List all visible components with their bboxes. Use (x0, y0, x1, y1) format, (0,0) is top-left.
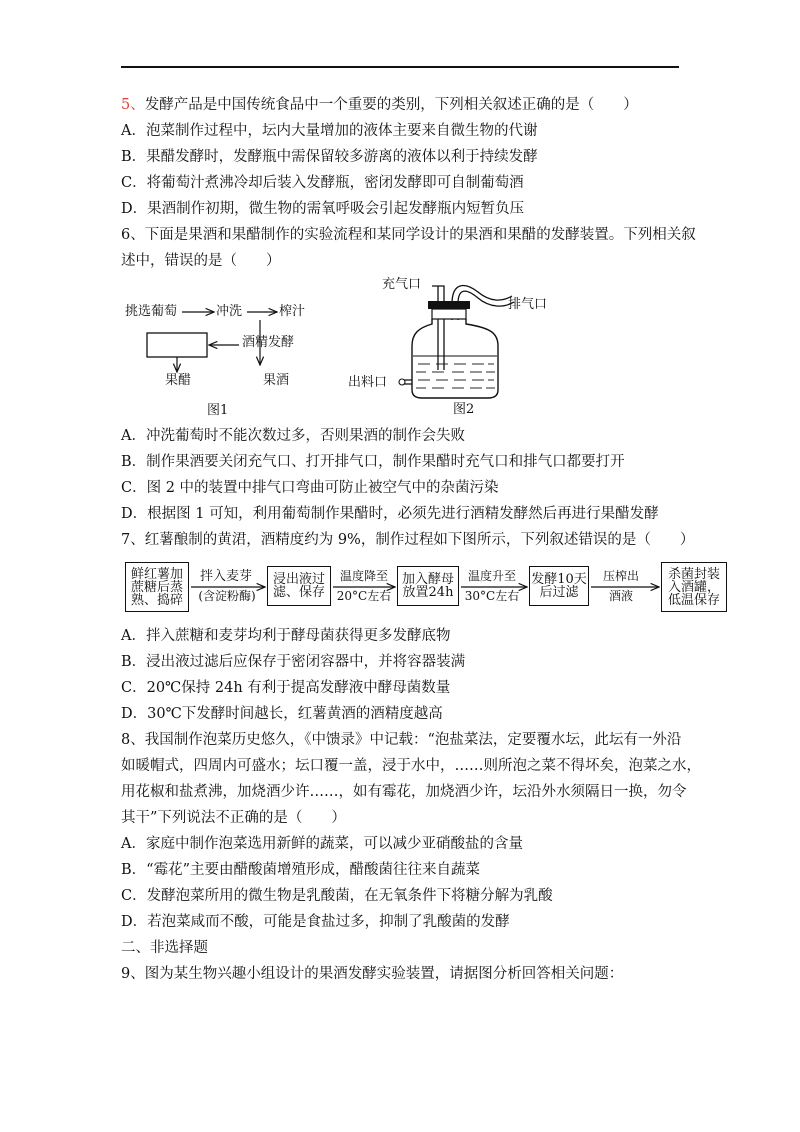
q8-stem-line1: 8、我国制作泡菜历史悠久，《中馈录》中记载：“泡盐菜法，定要覆水坛，此坛有一外沿 (121, 732, 682, 748)
fig1-output-vinegar: 果醋 (165, 373, 192, 388)
fig2-discharge-label: 出料口 (348, 375, 388, 390)
fig1-step-juice: 榨汁 (279, 304, 306, 319)
q6-option-c: C．图 2 中的装置中排气口弯曲可防止被空气中的杂菌污染 (121, 480, 499, 496)
q7-option-d: D．30℃下发酵时间越长，红薯黄酒的酒精度越高 (121, 706, 443, 722)
q8-option-d: D．若泡菜咸而不酸，可能是食盐过多，抑制了乳酸菌的发酵 (121, 914, 510, 930)
q8-stem-line2: 如暖帽式，四周内可盛水；坛口覆一盖，浸于水中，……则所泡之菜不得坏矣，泡菜之水， (121, 758, 701, 774)
fig2-outlet-label: 排气口 (508, 297, 548, 312)
q8-option-a: A．家庭中制作泡菜选用新鲜的蔬菜，可以减少亚硝酸盐的含量 (121, 836, 523, 852)
flow-box-steam-sweet-potato: 鲜红薯加蔗糖后蒸熟、捣碎 (125, 562, 189, 612)
q6-option-b: B．制作果酒要关闭充气口、打开排气口，制作果醋时充气口和排气口都要打开 (121, 454, 625, 470)
flow-arrow2-top: 温度降至 (339, 569, 388, 583)
flow-box-filter: 浸出液过滤、保存 (267, 566, 331, 606)
flow-box-store: 杀菌封装入酒罐，低温保存 (661, 562, 727, 612)
q7-flowchart (121, 560, 731, 616)
flow-arrow2-bottom: 20°C左右 (336, 589, 392, 603)
q7-option-c: C．20℃保持 24h 有利于提高发酵液中酵母菌数量 (121, 680, 451, 696)
flow-arrow3-top: 温度升至 (467, 569, 516, 583)
q6-figure1 (121, 290, 331, 420)
q8-stem-line3: 用花椒和盐煮沸，加烧酒少许……，如有霉花，加烧酒少许，坛沿外水须隔日一换，勿令 (121, 784, 687, 800)
q5-stem: 5、发酵产品是中国传统食品中一个重要的类别，下列相关叙述正确的是（ ） (121, 97, 638, 113)
fig2-apparatus (340, 272, 590, 422)
q7-stem: 7、红薯酿制的黄涒，酒精度约为 9%，制作过程如下图所示，下列叙述错误的是（ ） (121, 532, 695, 548)
q7-option-a: A．拌入蔗糖和麦芽均利于酵母菌获得更多发酵底物 (121, 628, 451, 644)
q8-option-b: B．“霉花”主要由醋酸菌增殖形成，醋酸菌往往来自蔬菜 (121, 862, 480, 878)
fig1-step-select-grapes: 挑选葡萄 (125, 304, 178, 319)
fig2-inlet-label: 充气口 (382, 277, 422, 292)
fig1-step-alcohol-fermentation: 酒精发酵 (242, 335, 295, 350)
q9-stem: 9、图为某生物兴趣小组设计的果酒发酵实验装置，请据图分析回答相关问题： (121, 966, 624, 982)
flow-arrow4-bottom: 酒液 (608, 589, 633, 603)
flow-box-ferment: 发酵10天后过滤 (529, 566, 589, 606)
q5-option-a: A．泡菜制作过程中，坛内大量增加的液体主要来自微生物的代谢 (121, 123, 538, 139)
q7-option-b: B．浸出液过滤后应保存于密闭容器中，并将容器装满 (121, 654, 466, 670)
q6-figure2 (340, 272, 590, 422)
q6-stem-line1: 6、下面是果酒和果醋制作的实验流程和某同学设计的果酒和果醋的发酵装置。下列相关叙 (121, 227, 696, 243)
section-non-choice-title: 二、非选择题 (121, 940, 208, 956)
fig1-output-wine: 果酒 (263, 373, 290, 388)
fig2-caption: 图2 (453, 402, 475, 417)
q5-option-b: B．果醋发酵时，发酵瓶中需保留较多游离的液体以利于持续发酵 (121, 149, 538, 165)
fig1-arrows (121, 290, 331, 420)
flow-arrow1-top: 拌入麦芽 (199, 569, 252, 584)
header-rule (121, 66, 679, 68)
flow-arrow3-bottom: 30°C左右 (464, 589, 520, 603)
flow-arrow4-top: 压榨出 (602, 569, 639, 583)
q6-stem-line2: 述中，错误的是（ ） (121, 253, 281, 269)
fig1-caption: 图1 (207, 403, 229, 418)
flow-arrow1-bottom: (含淀粉酶) (198, 589, 256, 603)
q5-option-d: D．果酒制作初期，微生物的需氧呼吸会引起发酵瓶内短暂负压 (121, 201, 525, 217)
q6-option-a: A．冲洗葡萄时不能次数过多，否则果酒的制作会失败 (121, 428, 465, 444)
q8-option-c: C．发酵泡菜所用的微生物是乳酸菌，在无氧条件下将糖分解为乳酸 (121, 888, 553, 904)
q6-option-d: D．根据图 1 可知，利用葡萄制作果醋时，必须先进行酒精发酵然后再进行果醋发酵 (121, 506, 659, 522)
q5-option-c: C．将葡萄汁煮沸冷却后装入发酵瓶，密闭发酵即可自制葡萄酒 (121, 175, 524, 191)
fig1-step-wash: 冲洗 (216, 304, 243, 319)
q5-number: 5、 (121, 97, 145, 113)
q8-stem-line4: 其干”下列说法不正确的是（ ） (121, 810, 346, 826)
flow-box-add-yeast: 加入酵母放置24h (397, 566, 459, 606)
